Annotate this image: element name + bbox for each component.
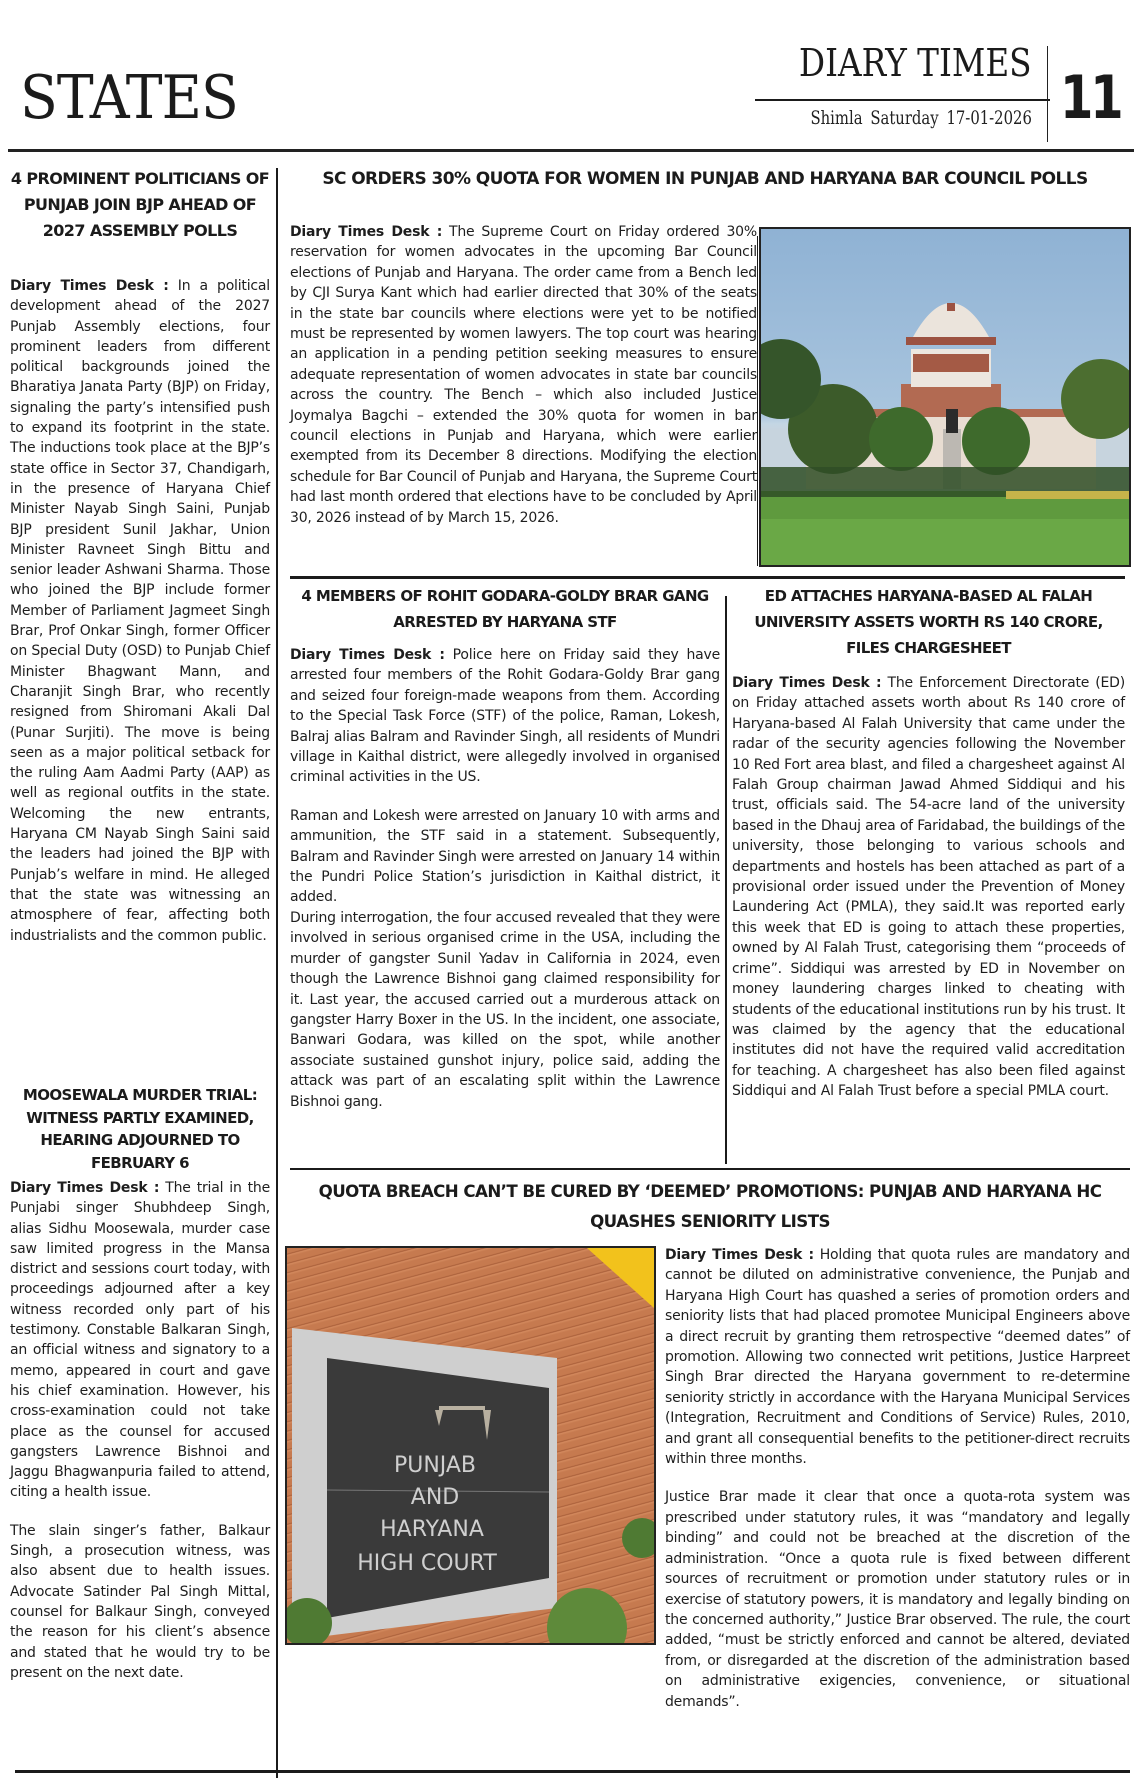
section-title: STATES xyxy=(20,63,238,133)
high-court-sign-illustration xyxy=(287,1248,654,1643)
article-body xyxy=(290,645,720,1112)
byline: Diary Times Desk : xyxy=(10,1180,160,1196)
supreme-court-illustration xyxy=(761,229,1129,565)
article-paragraph: During interrogation, the four accused revealed that they were involved in serious organised crime in the USA, including the murder of gangster Sunil Yadav in California in 2024, even though the Lawrence Bishnoi gang claimed responsibility for it. Last year, the accused carried out a murderous attack on gangster Harry Boxer in the US. In the incident, one associate, Banwari Godara, was killed on the spot, while another associate sustained gunshot injury, police said, adding the attack was part of an escalating split within the Lawrence Bishnoi gang. xyxy=(290,909,720,1110)
article-paragraph: Police here on Friday said they have arrested four members of the Rohit Godara-Goldy Brar gang and seized four foreign-made weapons from them. According to the Special Task Force (STF) of the police, Raman, Lokesh, Balraj alias Balram and Ravinder Singh, all residents of Mundri village in Kaithal district, were allegedly involved in organised criminal activities in the US. xyxy=(290,647,720,786)
high-court-photo xyxy=(285,1246,656,1645)
article-paragraph: The Enforcement Directorate (ED) on Friday attached assets worth about Rs 140 crore of Haryana-based Al Falah University that came under the radar of the security agencies following the November 10 Red Fort area blast, and filed a chargesheet against Al Falah Group chairman Jawad Ahmed Siddiqui and his trust, officials said. The 54-acre land of the university based in the Dhauj area of Faridabad, the buildings of the university, those belonging to various schools and departments and hostels has been attached as part of a provisional order issued under the Prevention of Money Laundering Act (PMLA), they said.It was reported early this week that ED is going to attach these properties, owned by Al Falah Trust, categorising them “proceeds of crime”. Siddiqui was arrested by ED in November on money laundering charges linked to cheating with students of the educational institutions run by his trust. It was claimed by the agency that the educational institutes did not have the required valid accreditation for teaching. A chargesheet has also been filed against Siddiqui and Al Falah Trust before a special PMLA court. xyxy=(732,675,1125,1100)
masthead-divider xyxy=(1047,46,1048,142)
column-divider xyxy=(757,236,758,566)
article-headline: ED ATTACHES HARYANA-BASED AL FALAH UNIVERSITY ASSETS WORTH RS 140 CRORE, FILES CHARGESHEET xyxy=(754,587,1103,657)
column-divider xyxy=(276,168,278,1778)
article-body xyxy=(10,1178,270,1683)
article-body xyxy=(665,1245,1130,1712)
sign-line-4: HIGH COURT xyxy=(357,1551,497,1576)
sign-line-1: PUNJAB xyxy=(393,1453,477,1478)
page-bottom-rule xyxy=(15,1770,1130,1773)
article-headline: QUOTA BREACH CAN’T BE CURED BY ‘DEEMED’ PROMOTIONS: PUNJAB AND HARYANA HC QUASHES SENIORITY LISTS xyxy=(318,1182,1102,1232)
byline: Diary Times Desk : xyxy=(290,224,443,240)
sign-line-3: HARYANA xyxy=(380,1517,484,1542)
article-paragraph: The Supreme Court on Friday ordered 30% reservation for women advocates in the upcoming Bar Council elections of Punjab and Haryana. The order came from a Bench led by CJI Surya Kant which had earlier directed that 30% of the seats in the state bar councils where elections were yet to be notified must be represented by women lawyers. The top court was hearing an application in a pending petition seeking measures to ensure adequate representation of women advocates in state bar councils across the country. The Bench – which also included Justice Joymalya Bagchi – extended the 30% quota for women in bar council elections in Punjab and Haryana, which were earlier exempted from its December 8 directions. Modifying the election schedule for Bar Council of Punjab and Haryana, the Supreme Court had last month ordered that elections have to be concluded by April 30, 2026 instead of by March 15, 2026. xyxy=(290,224,757,526)
article-paragraph: Holding that quota rules are mandatory and cannot be diluted on administrative convenience, the Punjab and Haryana High Court has quashed a series of promotion orders and seniority lists that had placed promotee Municipal Engineers above a direct recruit by granting them retrospective “deemed dates” of promotion. Allowing two connected writ petitions, Justice Harpreet Singh Brar directed the Haryana government to re-determine seniority strictly in accordance with the Haryana Municipal Services (Integration, Recruitment and Conditions of Service) Rules, 2010, and grant all consequential benefits to the petitioner-direct recruits within three months. xyxy=(665,1247,1130,1468)
article-body xyxy=(290,222,757,528)
page-number: 11 xyxy=(1060,63,1121,133)
article-paragraph: Justice Brar made it clear that once a quota-rota system was prescribed under statutory rules, it was “mandatory and legally binding” and could not be breached at the discretion of the administration. “Once a quota rule is fixed between different sources of recruitment or promotion under statutory rules or in exercise of statutory powers, it is mandatory and legally binding on the concerned authority,” Justice Brar observed. The rule, the court added, “must be strictly enforced and cannot be altered, deviated from, or disregarded at the discretion of the administration based on administrative exigencies, convenience, or situational demands”. xyxy=(665,1489,1130,1710)
column-divider xyxy=(725,596,727,1164)
newspaper-name: DIARY TIMES xyxy=(799,41,1032,85)
byline: Diary Times Desk : xyxy=(732,675,882,691)
article-body xyxy=(10,276,270,946)
section-rule xyxy=(290,576,1125,579)
sign-line-2: AND xyxy=(410,1485,460,1510)
byline: Diary Times Desk : xyxy=(665,1247,814,1263)
article-headline: MOOSEWALA MURDER TRIAL: WITNESS PARTLY EXAMINED, HEARING ADJOURNED TO FEBRUARY 6 xyxy=(22,1086,258,1172)
masthead-rule xyxy=(755,99,1050,101)
byline: Diary Times Desk : xyxy=(290,647,445,663)
article-paragraph: Raman and Lokesh were arrested on January 10 with arms and ammunition, the STF said in a statement. Subsequently, Balram and Ravinder Singh were arrested on January 14 within the Pundri Police Station’s jurisdiction in Kaithal district, it added. xyxy=(290,807,720,906)
article-paragraph: In a political development ahead of the 2027 Punjab Assembly elections, four prominent leaders from different political backgrounds joined the Bharatiya Janata Party (BJP) on Friday, signaling the party’s intensified push to expand its footprint in the state. The inductions took place at the BJP’s state office in Sector 37, Chandigarh, in the presence of Haryana Chief Minister Nayab Singh Saini, Punjab BJP president Sunil Jakhar, Union Minister Ravneet Singh Bittu and senior leader Ashwani Sharma. Those who joined the BJP include former Member of Parliament Jagmeet Singh Brar, Prof Onkar Singh, former Officer on Special Duty (OSD) to Punjab Chief Minister Bhagwant Mann, and Charanjit Singh Brar, who recently resigned from Shiromani Akali Dal (Punar Surjiti). The move is being seen as a major political setback for the ruling Aam Aadmi Party (AAP) as well as regional outfits in the state. Welcoming the new entrants, Haryana CM Nayab Singh Saini said the leaders had joined the BJP with Punjab’s welfare in mind. He alleged that the state was witnessing an atmosphere of fear, affecting both industrialists and the common public. xyxy=(10,278,270,944)
supreme-court-photo xyxy=(759,227,1131,567)
article-body xyxy=(732,673,1125,1102)
article-headline: 4 MEMBERS OF ROHIT GODARA-GOLDY BRAR GANG ARRESTED BY HARYANA STF xyxy=(301,587,709,631)
article-headline: 4 PROMINENT POLITICIANS OF PUNJAB JOIN BJP AHEAD OF 2027 ASSEMBLY POLLS xyxy=(10,169,270,240)
article-paragraph: The trial in the Punjabi singer Shubhdeep Singh, alias Sidhu Moosewala, murder case saw limited progress in the Mansa district and sessions court today, with proceedings adjourned after a key witness recorded only part of his testimony. Constable Balkaran Singh, an official witness and signatory to a memo, appeared in court and gave his chief examination. However, his cross-examination could not take place as the counsel for accused gangsters Lawrence Bishnoi and Jaggu Bhagwanpuria failed to attend, citing a health issue. xyxy=(10,1180,271,1501)
article-headline: SC ORDERS 30% QUOTA FOR WOMEN IN PUNJAB AND HARYANA BAR COUNCIL POLLS xyxy=(322,169,1088,189)
article-paragraph: The slain singer’s father, Balkaur Singh, a prosecution witness, was also absent due to health issues. Advocate Satinder Pal Singh Mittal, counsel for Balkaur Singh, conveyed the reason for his client’s absence and stated that he would try to be present on the next date. xyxy=(10,1522,270,1681)
section-rule xyxy=(290,1168,1130,1170)
byline: Diary Times Desk : xyxy=(10,278,169,294)
masthead-bottom-rule xyxy=(8,149,1134,152)
dateline: Shimla Saturday 17-01-2026 xyxy=(810,107,1032,129)
